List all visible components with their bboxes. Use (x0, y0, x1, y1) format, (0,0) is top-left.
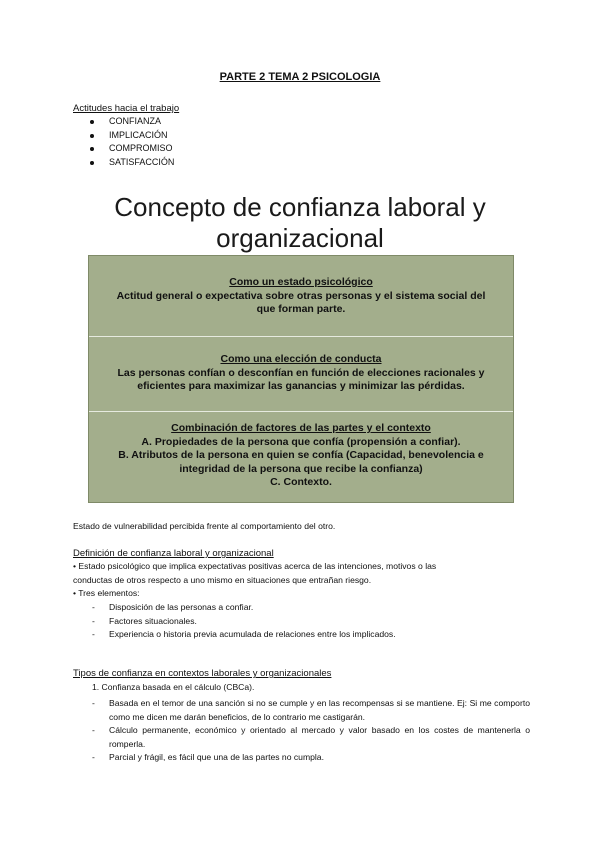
table-divider (89, 411, 513, 412)
row-heading: Como una elección de conducta (220, 353, 382, 365)
row-text: A. Propiedades de la persona que confía (propensión a confiar). (141, 435, 461, 448)
definition-line: • Estado psicológico que implica expectativas positivas acerca de las intenciones, motivos o las (73, 561, 437, 571)
row-heading: Como un estado psicológico (229, 276, 373, 288)
concept-table (88, 255, 514, 503)
list-item: - Experiencia o historia previa acumulada de relaciones entre los implicados. (92, 628, 530, 642)
row-text: C. Contexto. (270, 476, 332, 488)
row-text: B. Atributos de la persona en quien se confía (Capacidad, benevolencia e (118, 449, 484, 461)
attitudes-heading: Actitudes hacia el trabajo (73, 103, 180, 114)
slide-title-line: Concepto de confianza laboral y (114, 192, 486, 222)
list-item: - Disposición de las personas a confiar. (92, 601, 530, 615)
definition-line: • Tres elementos: (73, 588, 140, 598)
definition-text (73, 560, 533, 601)
table-divider (89, 336, 513, 337)
list-item: IMPLICACIÓN (88, 129, 174, 143)
list-item: - Factores situacionales. (92, 615, 530, 629)
vulnerability-note: Estado de vulnerabilidad percibida frente al comportamiento del otro. (73, 521, 336, 531)
list-item: - Parcial y frágil, es fácil que una de las partes no cumpla. (92, 751, 530, 765)
list-item: COMPROMISO (88, 142, 174, 156)
numbered-item: 1. Confianza basada en el cálculo (CBCa). (92, 682, 255, 692)
definition-heading: Definición de confianza laboral y organizacional (73, 548, 274, 559)
attitudes-list (88, 115, 174, 169)
table-row-behavior-choice (89, 353, 513, 394)
row-text: que forman parte. (256, 303, 346, 315)
table-row-psychological-state (89, 276, 513, 317)
table-row-factors-combination (89, 422, 513, 490)
row-text: eficientes para maximizar las ganancias y minimizar las pérdidas. (137, 380, 465, 392)
row-text: Las personas confían o desconfían en función de elecciones racionales y (117, 366, 485, 379)
list-item: SATISFACCIÓN (88, 156, 174, 170)
list-item: - Basada en el temor de una sanción si no se cumple y en las recompensas si se mantiene. Ej: Si me comporto como me dicen me darán beneficios, de lo contrario me castigarán. (92, 697, 530, 724)
types-points-list (92, 697, 530, 765)
elements-list (92, 601, 530, 642)
document-title: PARTE 2 TEMA 2 PSICOLOGIA (219, 71, 381, 83)
list-item: CONFIANZA (88, 115, 174, 129)
row-text: Actitud general o expectativa sobre otras personas y el sistema social del (116, 289, 486, 302)
definition-line: conductas de otros respecto a uno mismo en situaciones que entrañan riesgo. (73, 574, 372, 585)
types-heading: Tipos de confianza en contextos laborales y organizacionales (73, 668, 332, 679)
row-text: integridad de la persona que recibe la confianza) (179, 462, 423, 475)
row-heading: Combinación de factores de las partes y el contexto (171, 422, 431, 434)
slide-title (0, 192, 600, 254)
slide-title-line: organizacional (216, 223, 384, 253)
list-item: - Cálculo permanente, económico y orientado al mercado y valor basado en los costes de mantenerla o romperla. (92, 724, 530, 751)
